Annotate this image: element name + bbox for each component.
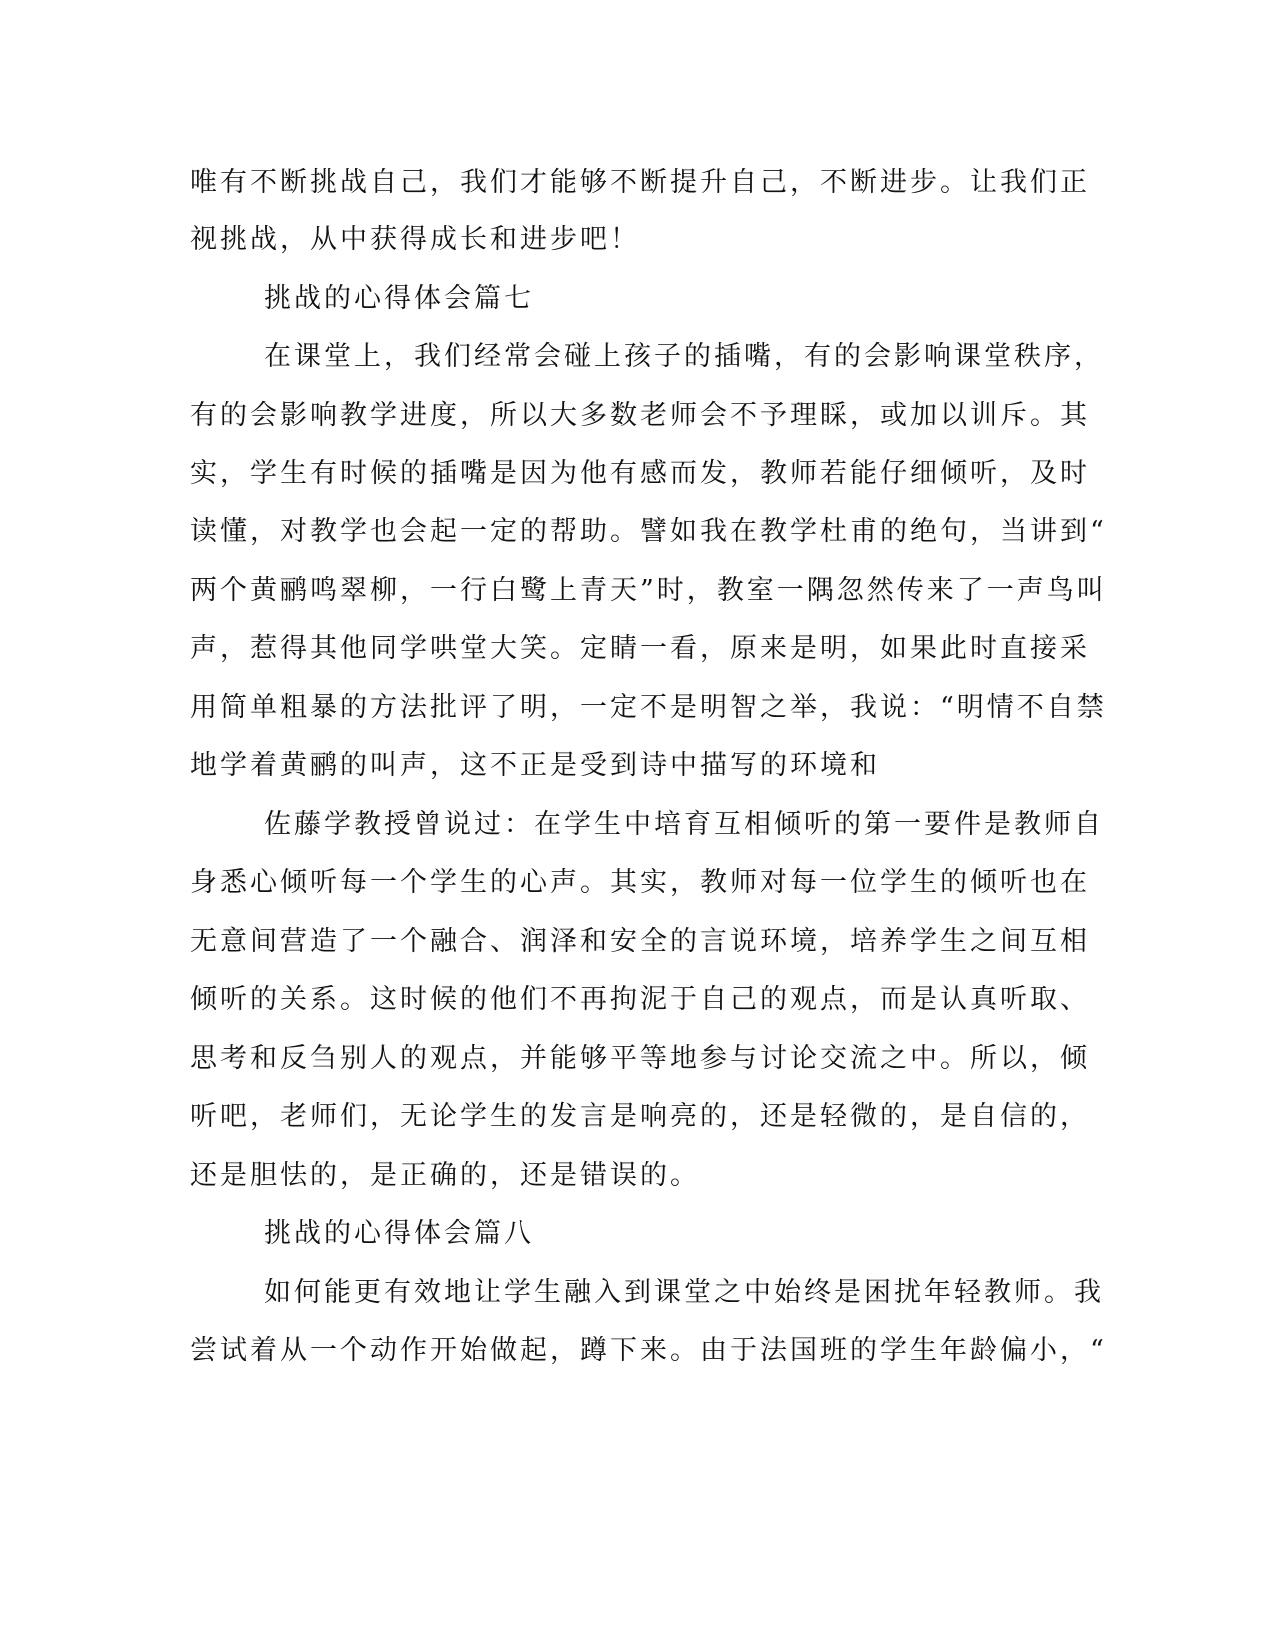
text-line: 无意间营造了一个融合、润泽和安全的言说环境，培养学生之间互相 <box>190 926 1090 957</box>
text-line: 如何能更有效地让学生融入到课堂之中始终是困扰年轻教师。我 <box>264 1277 1104 1308</box>
text-line: 佐藤学教授曾说过：在学生中培育互相倾听的第一要件是教师自 <box>264 809 1104 840</box>
text-line: 有的会影响教学进度，所以大多数老师会不予理睬，或加以训斥。其 <box>190 400 1090 431</box>
text-line: 地学着黄鹂的叫声，这不正是受到诗中描写的环境和 <box>190 750 880 781</box>
text-line: 唯有不断挑战自己，我们才能够不断提升自己，不断进步。让我们正 <box>190 167 1090 198</box>
text-line: 还是胆怯的，是正确的，还是错误的。 <box>190 1160 700 1191</box>
text-line: 身悉心倾听每一个学生的心声。其实，教师对每一位学生的倾听也在 <box>190 867 1090 898</box>
text-line: 声，惹得其他同学哄堂大笑。定睛一看，原来是明，如果此时直接采 <box>190 633 1090 664</box>
section-heading: 挑战的心得体会篇八 <box>264 1218 534 1249</box>
text-line: 思考和反刍别人的观点，并能够平等地参与讨论交流之中。所以，倾 <box>190 1043 1090 1074</box>
text-line: 视挑战，从中获得成长和进步吧！ <box>190 224 640 255</box>
section-heading: 挑战的心得体会篇七 <box>264 283 534 314</box>
text-line: 用简单粗暴的方法批评了明，一定不是明智之举，我说：“明情不自禁 <box>190 692 1107 723</box>
text-line: 听吧，老师们，无论学生的发言是响亮的，还是轻微的，是自信的， <box>190 1101 1090 1132</box>
text-line: 在课堂上，我们经常会碰上孩子的插嘴，有的会影响课堂秩序， <box>264 341 1104 372</box>
text-line: 尝试着从一个动作开始做起，蹲下来。由于法国班的学生年龄偏小，“ <box>190 1335 1107 1366</box>
text-line: 读懂，对教学也会起一定的帮助。譬如我在教学杜甫的绝句，当讲到“ <box>190 516 1107 547</box>
text-line: 两个黄鹂鸣翠柳，一行白鹭上青天”时，教室一隅忽然传来了一声鸟叫 <box>190 575 1107 606</box>
text-line: 实，学生有时候的插嘴是因为他有感而发，教师若能仔细倾听，及时 <box>190 458 1090 489</box>
text-line: 倾听的关系。这时候的他们不再拘泥于自己的观点，而是认真听取、 <box>190 984 1090 1015</box>
